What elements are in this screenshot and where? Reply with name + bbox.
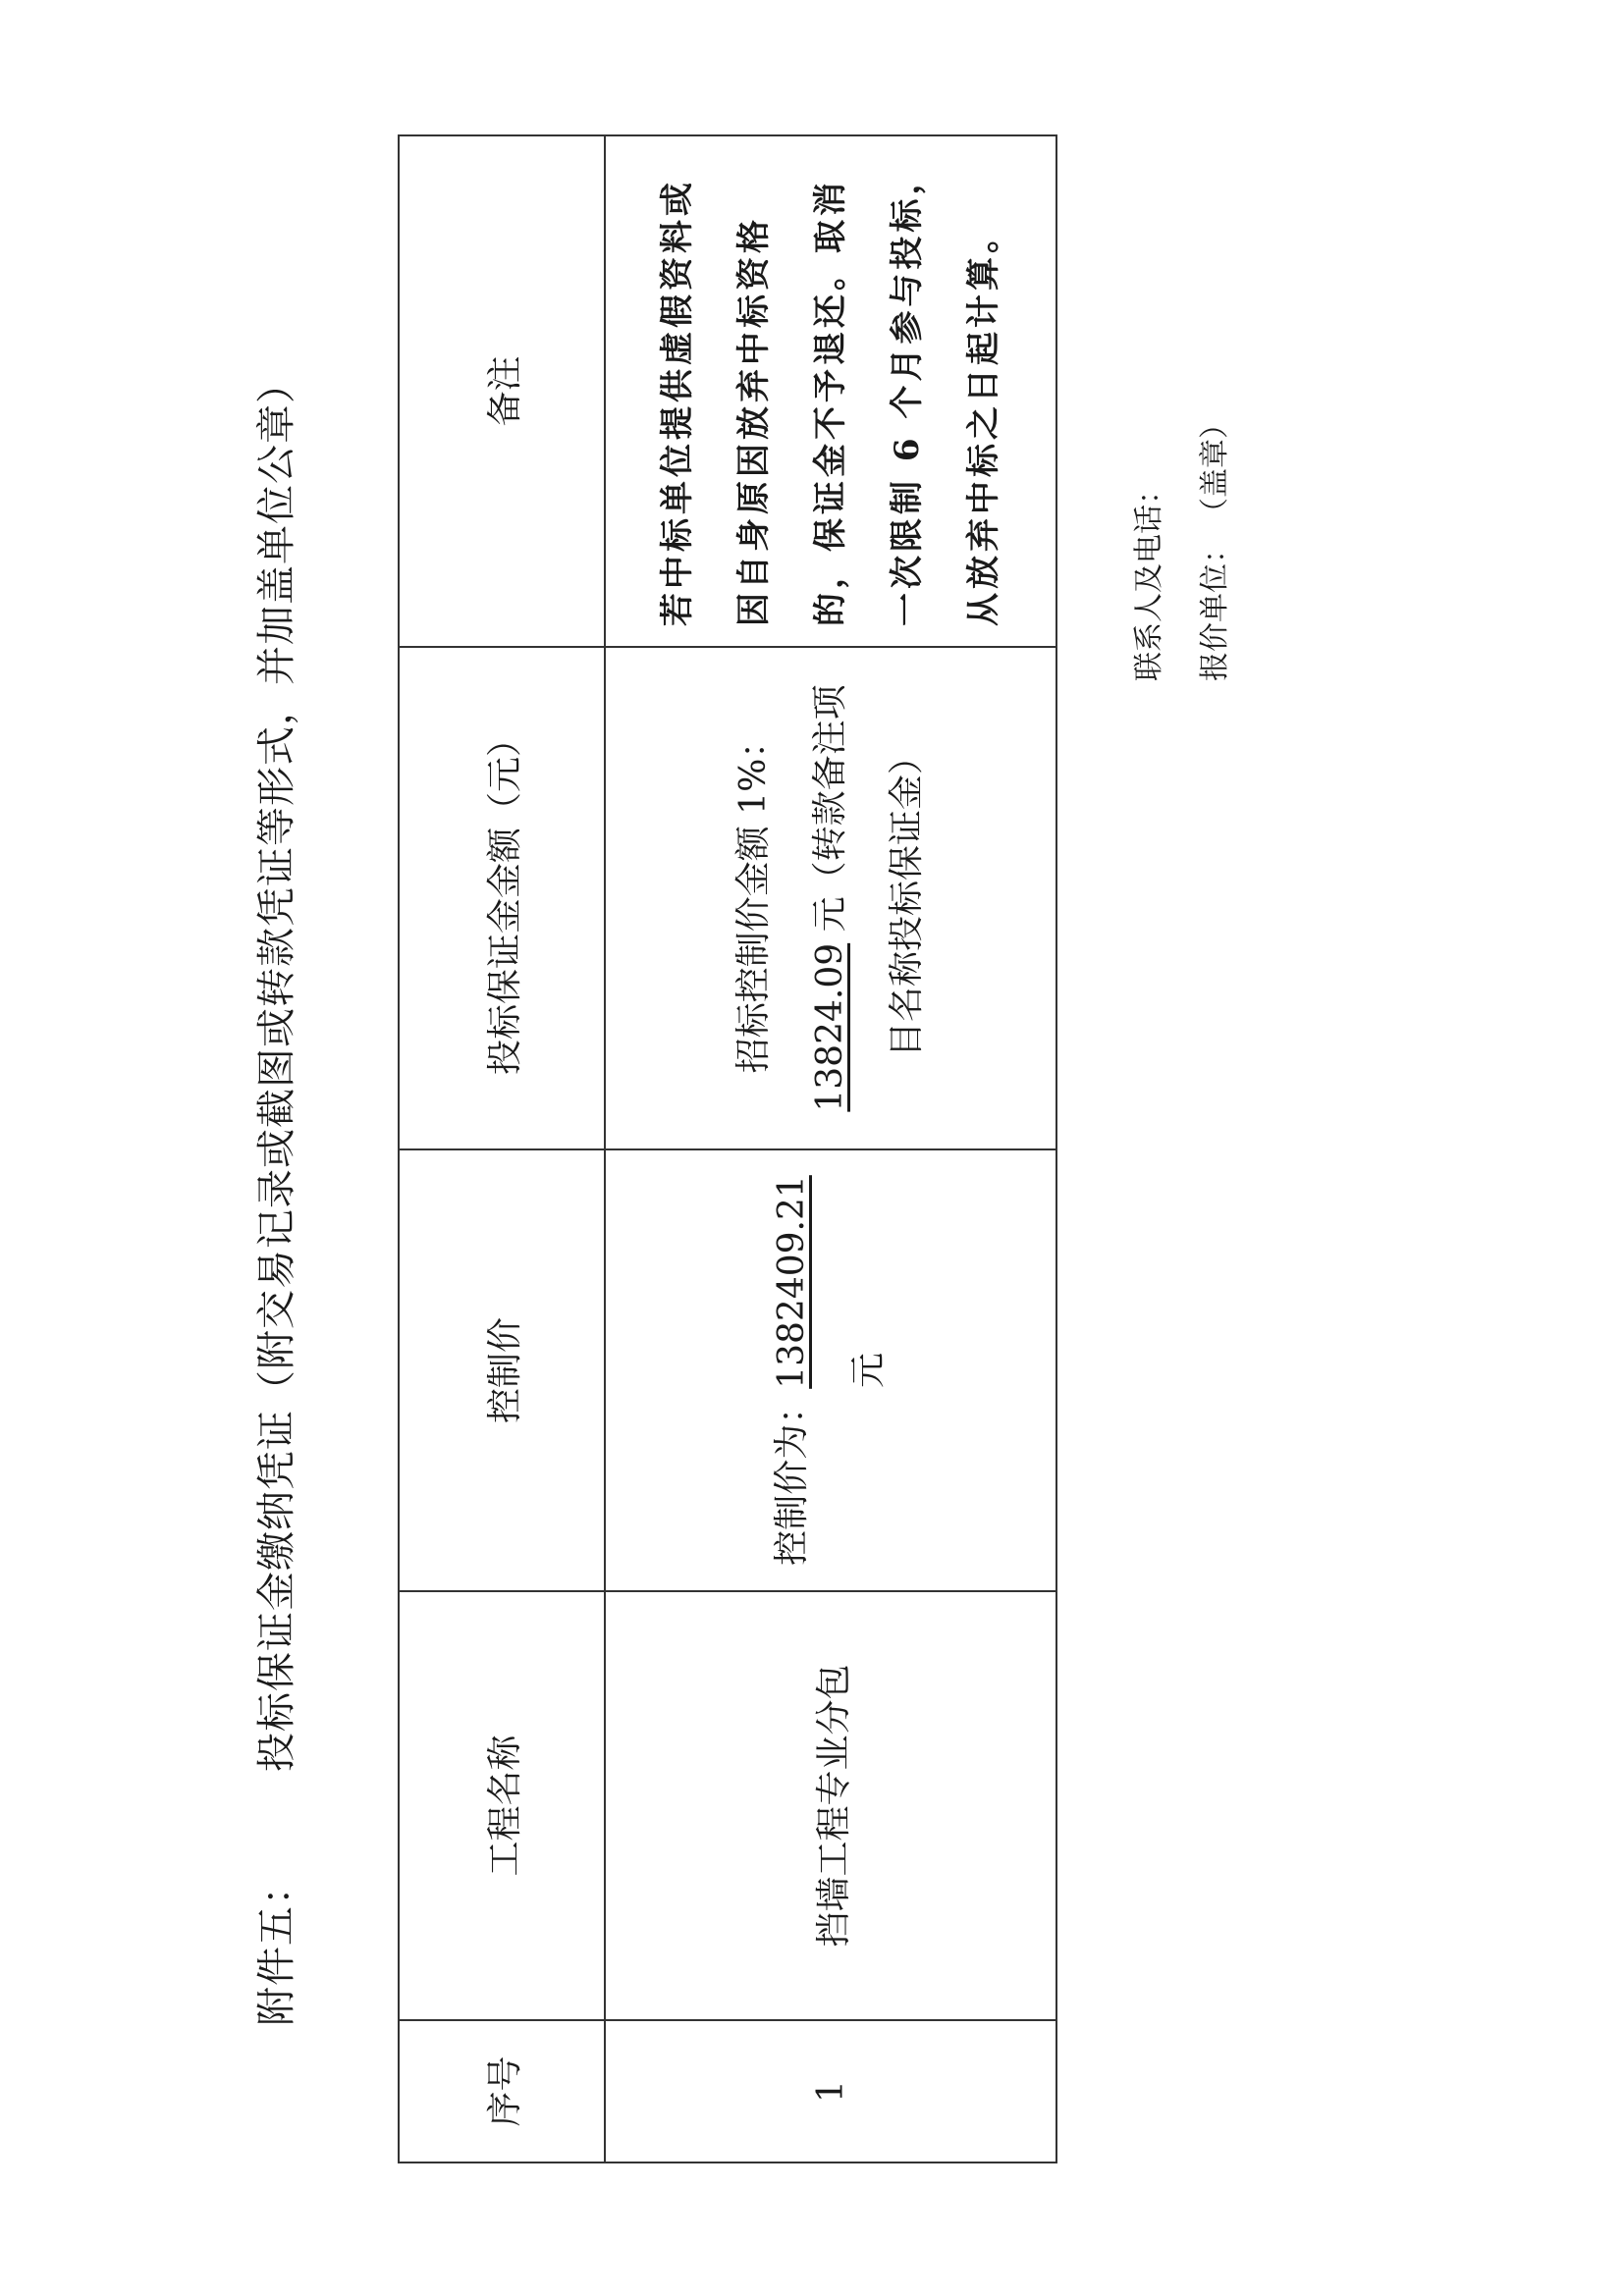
unit-label: 报价单位： [1198,534,1232,681]
contact-line [1124,475,1167,681]
header-remarks: 备注 [399,135,605,647]
remarks-line: 一次限制 6 个月参与投标， [888,157,927,626]
bond-line3: 目名称投标保证金） [887,739,927,1058]
bond-value: 13824.09 [810,942,850,1112]
attachment-label: 附件五： [254,1865,299,2026]
contact-label: 联系人及电话： [1132,475,1166,681]
control-price-value: 1382409.21 [772,1175,812,1389]
table-header-row [399,135,605,2163]
remarks-line: 从放弃中标之日起计算。 [964,216,1003,626]
cell-seq: 1 [605,2020,1056,2163]
header-seq: 序号 [399,2020,605,2163]
bond-table [398,134,1057,2163]
document-heading [245,363,301,2026]
cell-control-price [605,1149,1056,1591]
control-price-unit: 元 [848,1353,889,1389]
header-bond-amount: 投标保证金金额（元） [399,647,605,1149]
table-row [605,135,1056,2163]
unit-line [1190,409,1233,681]
bond-line2-suffix: 元（转款备注项 [810,684,850,943]
cell-project-name: 挡墙工程专业分包 [605,1591,1056,2020]
remarks-line: 若中标单位提供虚假资料或 [658,179,697,626]
header-control-price: 控制价 [399,1149,605,1591]
document-title: 投标保证金缴纳凭证（附交易记录或截图或转款凭证等形式，并加盖单位公章） [254,363,299,1772]
bond-line1: 招标控制价金额 1%： [733,722,774,1074]
cell-remarks [605,135,1056,647]
header-project-name: 工程名称 [399,1591,605,2020]
stamp-note: （盖章） [1198,409,1232,512]
control-price-prefix: 控制价为： [772,1388,812,1566]
cell-bond-amount [605,647,1056,1149]
remarks-line: 因自身原因放弃中标资格 [734,216,774,626]
remarks-line: 的，保证金不予退还。取消 [811,179,850,626]
